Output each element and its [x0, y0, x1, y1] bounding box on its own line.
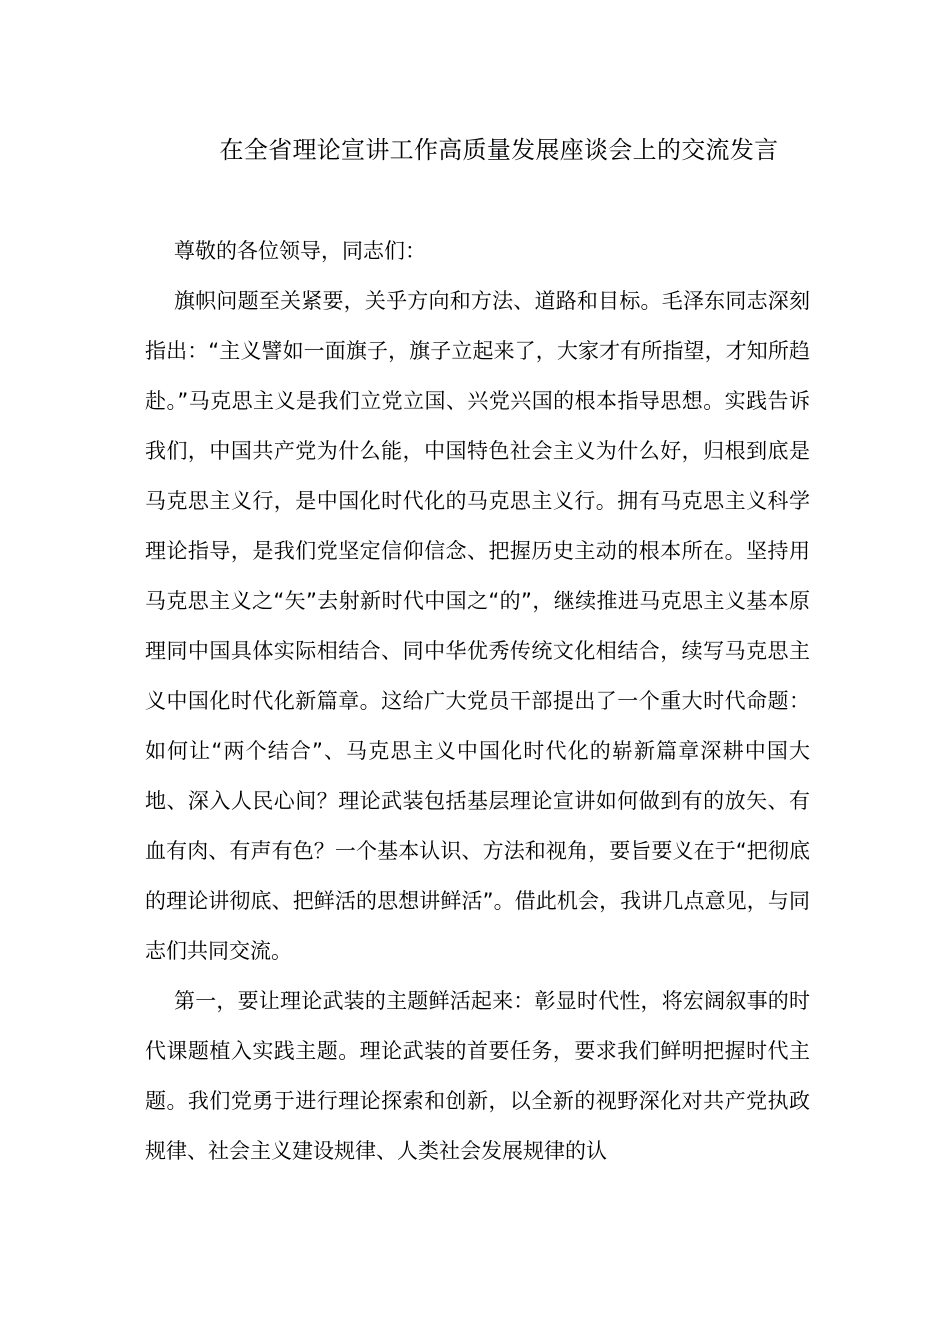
- paragraph: 旗帜问题至关紧要，关乎方向和方法、道路和目标。毛泽东同志深刻指出：“主义譬如一面旗子，旗子立起来了，大家才有所指望，才知所趋赴。”马克思主义是我们立党立国、兴党兴国的根本指导思想。实践告诉我们，中国共产党为什么能，中国特色社会主义为什么好，归根到底是马克思主义行，是中国化时代化的马克思主义行。拥有马克思主义科学理论指导，是我们党坚定信仰信念、把握历史主动的根本所在。坚持用马克思主义之“矢”去射新时代中国之“的”，继续推进马克思主义基本原理同中国具体实际相结合、同中华优秀传统文化相结合，续写马克思主义中国化时代化新篇章。这给广大党员干部提出了一个重大时代命题：如何让“两个结合”、马克思主义中国化时代化的崭新篇章深耕中国大地、深入人民心间？理论武装包括基层理论宣讲如何做到有的放矢、有血有肉、有声有色？一个基本认识、方法和视角，要旨要义在于“把彻底的理论讲彻底、把鲜活的思想讲鲜活”。借此机会，我讲几点意见，与同志们共同交流。: [145, 289, 810, 963]
- document-title: 在全省理论宣讲工作高质量发展座谈会上的交流发言: [219, 136, 779, 164]
- paragraph: 第一，要让理论武装的主题鲜活起来：彰显时代性，将宏阔叙事的时代课题植入实践主题。理论武装的首要任务，要求我们鲜明把握时代主题。我们党勇于进行理论探索和创新，以全新的视野深化对共产党执政规律、社会主义建设规律、人类社会发展规律的认: [145, 989, 810, 1163]
- document-body: [145, 226, 810, 1176]
- salutation: 尊敬的各位领导，同志们：: [174, 239, 426, 263]
